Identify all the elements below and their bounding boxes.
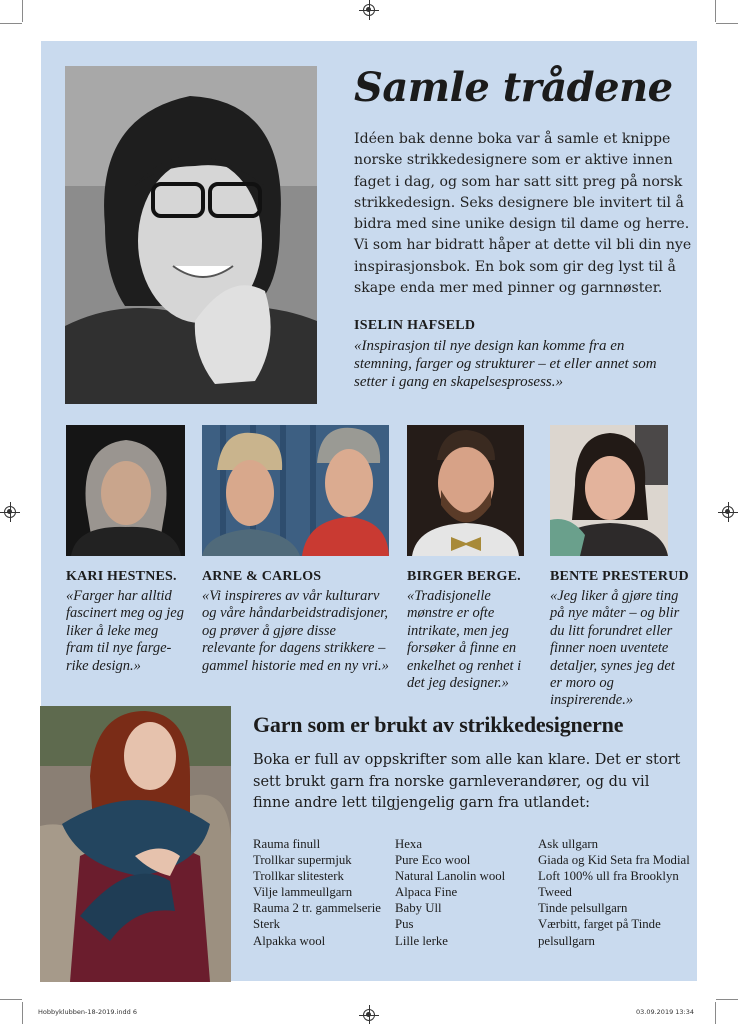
- author-name: ISELIN HAFSELD: [354, 318, 476, 333]
- yarn-item: Loft 100% ull fra Brooklyn: [538, 869, 679, 884]
- designer-name: BIRGER BERGE.: [407, 569, 521, 584]
- footer-file-label: Hobbyklubben-18-2019.indd 6: [38, 1008, 137, 1016]
- crop-mark: [0, 999, 22, 1000]
- designer-name: ARNE & CARLOS: [202, 569, 322, 584]
- yarn-item: Pus: [395, 917, 414, 932]
- crop-mark: [716, 999, 738, 1000]
- designer-photo-arne-and-carlos: [202, 425, 389, 556]
- designer-quote: «Farger har alltid fascinert meg og jeg liker å leke meg fram til nye farge-rike design.»: [66, 588, 184, 674]
- designer-quote: «Vi inspireres av vår kulturarv og våre håndarbeidstradisjoner, og prøver å gjøre disse relevante for dagens strikkere – gammel historie med en ny vri.»: [202, 588, 389, 674]
- author-quote: «Inspirasjon til nye design kan komme fra en stemning, farger og strukturer – et eller annet som setter i gang en skapelsesprosess.»: [354, 338, 657, 390]
- designer-name: KARI HESTNES.: [66, 569, 177, 584]
- footer-timestamp: 03.09.2019 13:34: [636, 1008, 695, 1016]
- crop-mark: [22, 1002, 23, 1024]
- designer-quote: «Tradisjonelle mønstre er ofte intrikate, men jeg forsøker å finne en enkelhet og renhet i det jeg designer.»: [407, 588, 522, 692]
- yarn-item: Alpaca Fine: [395, 885, 458, 900]
- designer-quote: «Jeg liker å gjøre ting på nye måter – og blir du litt forundret eller finner noen uventete detaljer, synes jeg det er moro og inspirerende.»: [550, 588, 680, 709]
- registration-mark-icon: [4, 506, 16, 518]
- yarn-item: Ask ullgarn: [538, 837, 599, 851]
- crop-mark: [715, 1002, 716, 1024]
- designer-name: BENTE PRESTERUD: [550, 569, 689, 584]
- yarn-item: Lille lerke: [395, 933, 448, 948]
- crop-mark: [715, 0, 716, 22]
- yarn-item: Hexa: [395, 837, 422, 851]
- yarn-list: [253, 836, 381, 949]
- registration-mark-icon: [363, 4, 375, 16]
- yarn-item: Trollkar supermjuk: [253, 853, 352, 868]
- yarn-item: Sterk: [253, 917, 281, 932]
- crop-mark: [716, 23, 738, 24]
- designer-photo-birger-berge: [407, 425, 524, 556]
- yarn-item: Rauma 2 tr. gammelserie: [253, 901, 381, 916]
- yarn-section-intro: Boka er full av oppskrifter som alle kan klare. Det er stort sett brukt garn fra norske garnleverandører, og du vil finne andre lett tilgjengelig garn fra utlandet:: [253, 752, 681, 811]
- page-title: Samle trådene: [354, 64, 673, 111]
- intro-paragraph: Idéen bak denne boka var å samle et knippe norske strikkedesignere som er aktive innen faget i dag, og som har satt sitt preg på norsk strikkedesign. Seks designere ble invitert til å bidra med sine unike design til dame og herre. Vi som har bidratt håper at dette vil bli din nye inspirasjonsbok. En bok som gir deg lyst til å skape enda mer med pinner og garnnøster.: [354, 131, 692, 297]
- yarn-item: pelsullgarn: [538, 933, 595, 948]
- yarn-item: Vilje lammeullgarn: [253, 885, 353, 900]
- crop-mark: [22, 0, 23, 22]
- registration-mark-icon: [722, 506, 734, 518]
- yarn-item: Værbitt, farget på Tinde: [538, 917, 661, 932]
- registration-mark-icon: [363, 1009, 375, 1021]
- yarn-item: Alpakka wool: [253, 933, 326, 948]
- crop-mark: [0, 23, 22, 24]
- yarn-item: Giada og Kid Seta fra Modial: [538, 853, 690, 868]
- yarn-item: Tinde pelsullgarn: [538, 901, 628, 916]
- yarn-item: Baby Ull: [395, 901, 442, 916]
- yarn-item: Trollkar slitesterk: [253, 869, 344, 884]
- yarn-item: Rauma finull: [253, 837, 321, 851]
- yarn-item: Natural Lanolin wool: [395, 869, 506, 884]
- designer-photo-bente-presterud: [550, 425, 668, 556]
- yarn-list: [538, 836, 690, 949]
- portrait-photo-iselin-hafseld: [65, 66, 317, 404]
- yarn-item: Tweed: [538, 885, 572, 900]
- yarn-section-title: Garn som er brukt av strikkedesignerne: [253, 712, 624, 737]
- yarn-list: [395, 836, 505, 949]
- designer-photo-kari-hestnes: [66, 425, 185, 556]
- yarn-item: Pure Eco wool: [395, 853, 471, 868]
- model-photo-knitwear: [40, 706, 231, 982]
